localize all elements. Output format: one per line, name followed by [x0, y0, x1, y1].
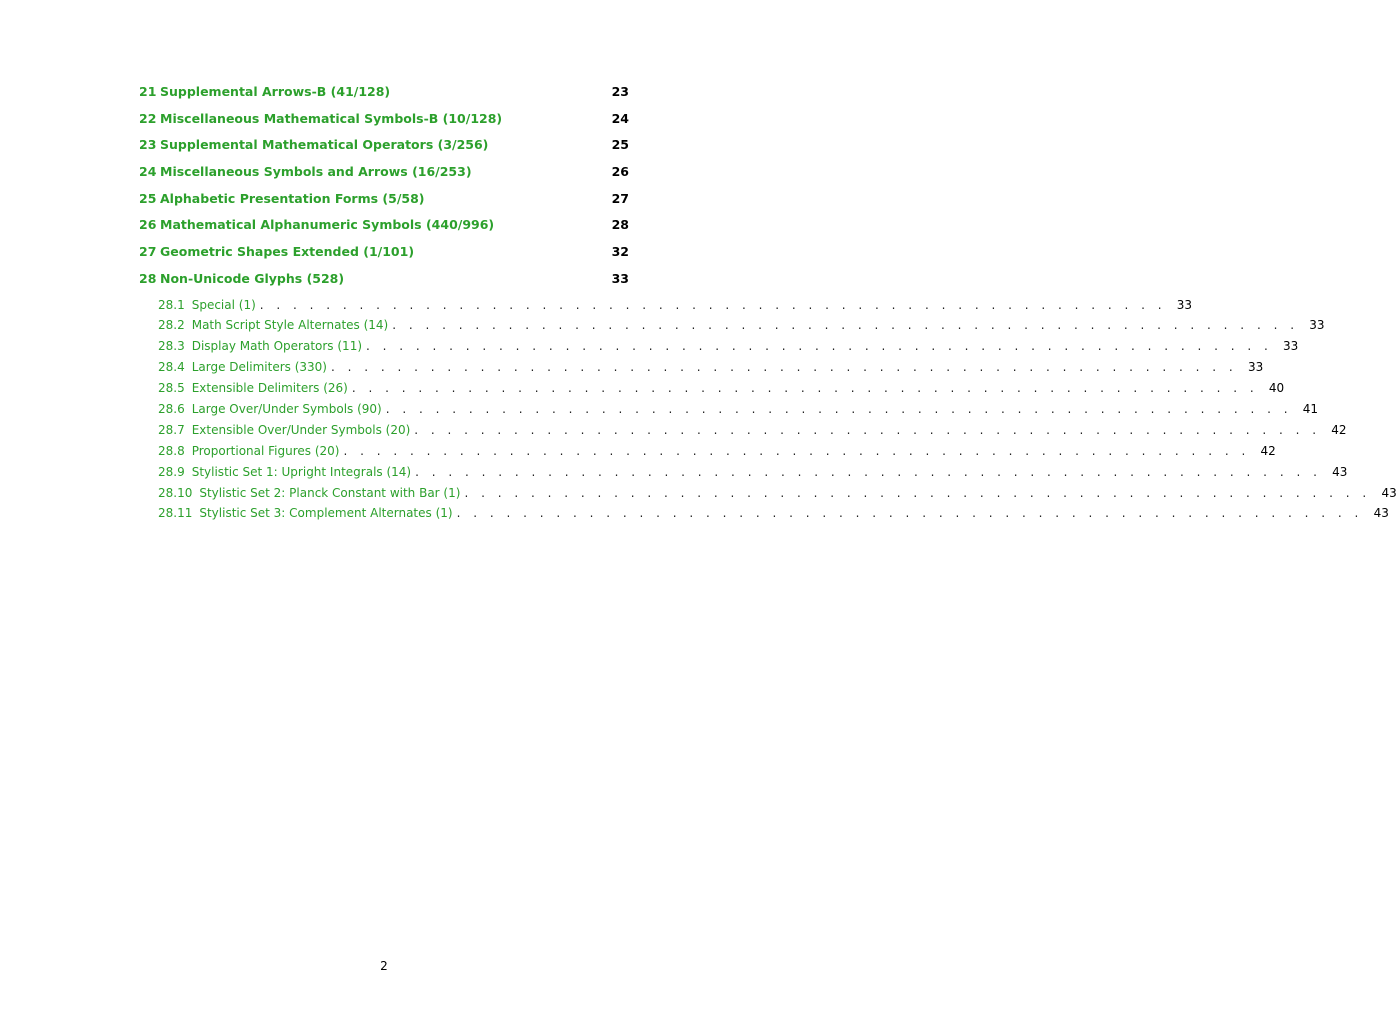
- toc-page-number[interactable]: 33: [1247, 360, 1264, 375]
- toc-section-number: 24: [139, 164, 157, 180]
- dot-leader: . . . . . . . . . . . . . . . . . . . . . . . . . . . . . . . . . . . . . . . . . . . . . . . . . . . . . . .: [351, 381, 1259, 396]
- toc-entry-subsection[interactable]: [139, 401, 1319, 423]
- toc-section-number: 25: [139, 190, 157, 206]
- toc-subsection-title[interactable]: Extensible Delimiters (26): [191, 381, 348, 396]
- toc-subsection-title[interactable]: Stylistic Set 3: Complement Alternates (1): [199, 506, 453, 521]
- toc-page-number[interactable]: 43: [1381, 485, 1397, 500]
- toc-entry-subsection[interactable]: [139, 485, 1397, 507]
- toc-subsection-number: 28.6: [158, 401, 185, 416]
- toc-subsection-title[interactable]: Special (1): [191, 297, 256, 312]
- toc-page-number[interactable]: 42: [1260, 443, 1276, 458]
- dot-leader: . . . . . . . . . . . . . . . . . . . . . . . . . . . . . . . . . . . . . . . . . . . . . . . . . . . . . . .: [392, 318, 1299, 333]
- toc-section-title[interactable]: Geometric Shapes Extended (1/101): [160, 244, 415, 260]
- toc-subsection-number: 28.1: [158, 297, 185, 312]
- toc-subsection-title[interactable]: Proportional Figures (20): [191, 443, 340, 458]
- toc-section-number: 28: [139, 270, 157, 286]
- toc-subsection-number: 28.10: [158, 485, 193, 500]
- toc-page-number[interactable]: 32: [611, 244, 629, 260]
- toc-page-number[interactable]: 27: [611, 190, 629, 206]
- dot-leader: . . . . . . . . . . . . . . . . . . . . . . . . . . . . . . . . . . . . . . . . . . . . . . . . . . . . . . .: [385, 401, 1293, 416]
- toc-subsection-number: 28.7: [158, 422, 185, 437]
- dot-leader: . . . . . . . . . . . . . . . . . . . . . . . . . . . . . . . . . . . . . . . . . . . . . . . . . . . . . . .: [330, 360, 1238, 375]
- toc-entry-section[interactable]: [139, 164, 629, 191]
- toc-entry-subsection[interactable]: [139, 360, 1264, 381]
- toc-subsection-title[interactable]: Math Script Style Alternates (14): [191, 318, 389, 333]
- dot-leader: . . . . . . . . . . . . . . . . . . . . . . . . . . . . . . . . . . . . . . . . . . . . . . . . . . . . . . .: [415, 464, 1322, 479]
- toc-entry-subsection[interactable]: [139, 443, 1276, 465]
- dot-leader: . . . . . . . . . . . . . . . . . . . . . . . . . . . . . . . . . . . . . . . . . . . . . . . . . . . . . . .: [366, 339, 1273, 354]
- toc-section-title[interactable]: Alphabetic Presentation Forms (5/58): [160, 190, 425, 206]
- toc-entry-section[interactable]: [139, 244, 629, 271]
- toc-entry-subsection[interactable]: [139, 422, 1347, 444]
- toc-page-number[interactable]: 24: [611, 110, 629, 126]
- toc-entry-section[interactable]: [139, 137, 629, 164]
- toc-section-number: 21: [139, 84, 157, 99]
- toc-subsection-number: 28.8: [158, 443, 185, 458]
- dot-leader: . . . . . . . . . . . . . . . . . . . . . . . . . . . . . . . . . . . . . . . . . . . . . . . . . . . . . . .: [456, 506, 1363, 521]
- toc-section-title[interactable]: Supplemental Mathematical Operators (3/256): [160, 137, 489, 153]
- toc-entry-subsection[interactable]: [139, 464, 1348, 486]
- toc-section-title[interactable]: Non-Unicode Glyphs (528): [160, 270, 345, 286]
- table-of-contents: [139, 84, 1397, 527]
- toc-entry-subsection[interactable]: [139, 381, 1285, 402]
- toc-page-number[interactable]: 33: [611, 270, 629, 286]
- toc-page-number[interactable]: 25: [611, 137, 629, 153]
- dot-leader: . . . . . . . . . . . . . . . . . . . . . . . . . . . . . . . . . . . . . . . . . . . . . . . . . . . . . . .: [464, 485, 1371, 500]
- toc-page-number[interactable]: 33: [1283, 339, 1299, 354]
- toc-entry-section[interactable]: [139, 191, 629, 218]
- toc-section-title[interactable]: Mathematical Alphanumeric Symbols (440/996): [160, 217, 495, 233]
- dot-leader: . . . . . . . . . . . . . . . . . . . . . . . . . . . . . . . . . . . . . . . . . . . . . . . . . . . . . . .: [259, 297, 1167, 312]
- toc-subsection-number: 28.3: [158, 339, 185, 354]
- toc-page-number[interactable]: 43: [1373, 506, 1389, 521]
- toc-subsection-number: 28.9: [158, 464, 185, 479]
- toc-subsection-title[interactable]: Extensible Over/Under Symbols (20): [191, 422, 411, 437]
- toc-section-number: 26: [139, 217, 157, 233]
- toc-entry-section[interactable]: [139, 84, 629, 111]
- toc-entry-subsection[interactable]: [139, 297, 1193, 319]
- toc-page-number[interactable]: 41: [1302, 401, 1319, 416]
- toc-entry-section[interactable]: [139, 217, 629, 244]
- toc-page-number[interactable]: 43: [1332, 464, 1348, 479]
- toc-page-number[interactable]: 33: [1176, 297, 1193, 312]
- toc-entry-section[interactable]: [139, 271, 629, 298]
- toc-subsection-title[interactable]: Stylistic Set 1: Upright Integrals (14): [191, 464, 412, 479]
- toc-subsection-number: 28.11: [158, 506, 193, 521]
- toc-page-number[interactable]: 42: [1331, 422, 1347, 437]
- toc-section-title[interactable]: Supplemental Arrows-B (41/128): [160, 84, 391, 99]
- page-number-footer: 2: [380, 959, 388, 973]
- toc-subsection-number: 28.5: [158, 381, 185, 396]
- toc-entry-subsection[interactable]: [139, 318, 1325, 339]
- dot-leader: . . . . . . . . . . . . . . . . . . . . . . . . . . . . . . . . . . . . . . . . . . . . . . . . . . . . . . .: [343, 443, 1250, 458]
- toc-page-number[interactable]: 23: [611, 84, 629, 99]
- toc-subsection-number: 28.4: [158, 360, 185, 375]
- toc-page-number[interactable]: 28: [611, 217, 629, 233]
- toc-section-number: 22: [139, 110, 157, 126]
- toc-subsection-title[interactable]: Stylistic Set 2: Planck Constant with Bar (1): [199, 485, 461, 500]
- toc-page-number[interactable]: 40: [1268, 381, 1285, 396]
- toc-section-title[interactable]: Miscellaneous Symbols and Arrows (16/253): [160, 164, 472, 180]
- toc-page-number[interactable]: 33: [1309, 318, 1325, 333]
- toc-entry-subsection[interactable]: [139, 506, 1389, 527]
- toc-entry-section[interactable]: [139, 111, 629, 138]
- toc-subsection-title[interactable]: Display Math Operators (11): [191, 339, 363, 354]
- toc-subsection-title[interactable]: Large Delimiters (330): [191, 360, 327, 375]
- toc-entry-subsection[interactable]: [139, 339, 1299, 360]
- toc-subsection-title[interactable]: Large Over/Under Symbols (90): [191, 401, 382, 416]
- dot-leader: . . . . . . . . . . . . . . . . . . . . . . . . . . . . . . . . . . . . . . . . . . . . . . . . . . . . . . .: [414, 422, 1321, 437]
- toc-section-title[interactable]: Miscellaneous Mathematical Symbols-B (10/128): [160, 110, 503, 126]
- toc-page-number[interactable]: 26: [611, 164, 629, 180]
- toc-section-number: 27: [139, 244, 157, 260]
- toc-subsection-number: 28.2: [158, 318, 185, 333]
- toc-section-number: 23: [139, 137, 157, 153]
